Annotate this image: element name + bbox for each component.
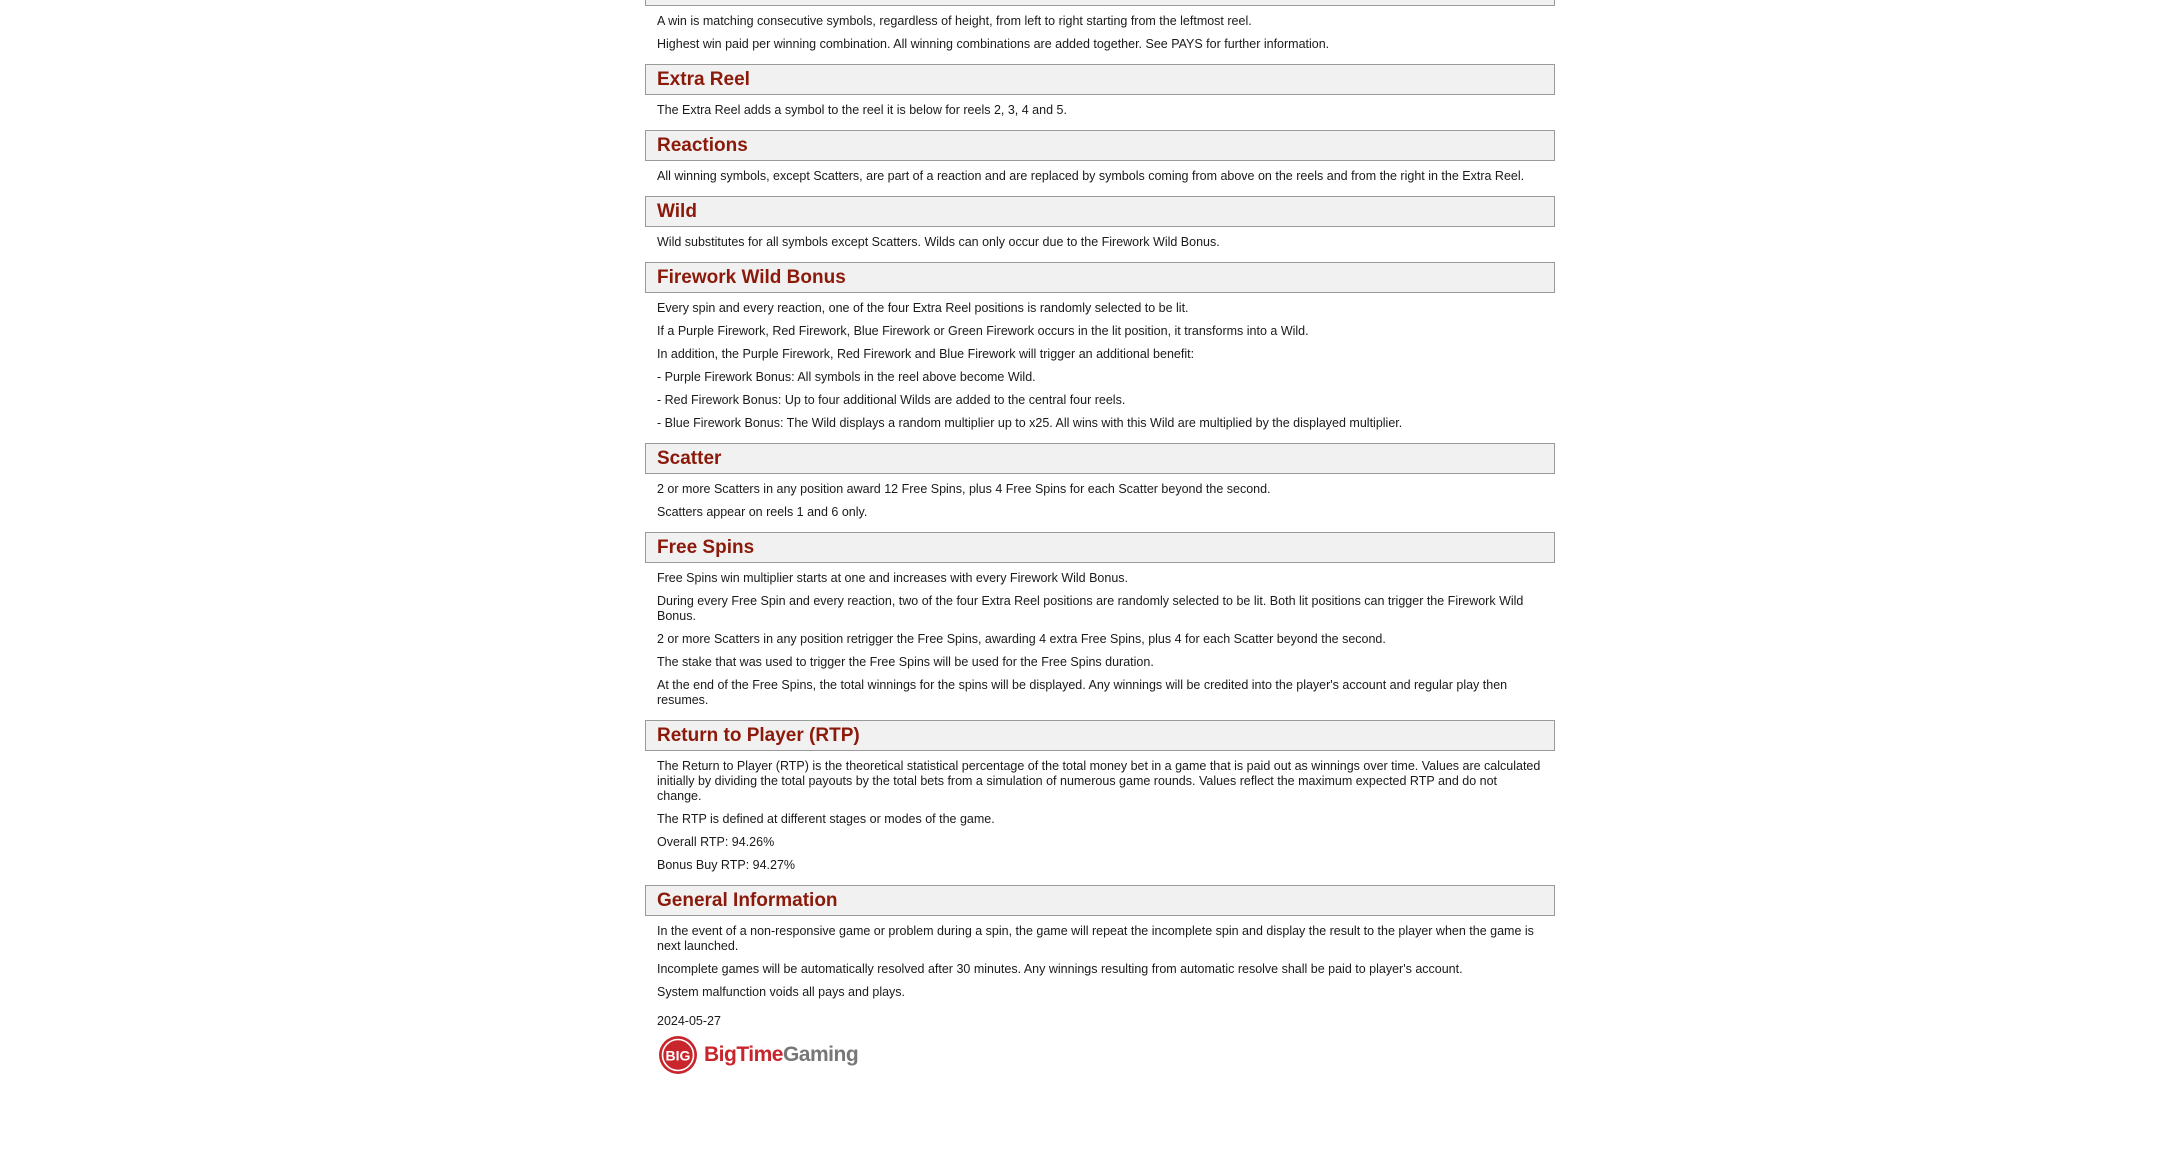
logo-text-red: BigTime — [704, 1043, 783, 1066]
big-badge-icon — [657, 1034, 699, 1076]
section-title: Scatter — [657, 448, 722, 469]
section-title: Extra Reel — [657, 69, 750, 90]
big-time-gaming-logo — [657, 1034, 1543, 1076]
section-paragraph: - Purple Firework Bonus: All symbols in the reel above become Wild. — [657, 370, 1036, 384]
section-paragraph: In addition, the Purple Firework, Red Firework and Blue Firework will trigger an additional benefit: — [657, 347, 1195, 361]
section-title: Reactions — [657, 135, 748, 156]
section-header-rtp — [645, 720, 1555, 751]
intro-paragraph: Highest win paid per winning combination. All winning combinations are added together. See PAYS for further information. — [657, 37, 1330, 51]
section-header-firework-wild-bonus — [645, 262, 1555, 293]
section-body-scatter — [645, 474, 1555, 520]
section-header-free-spins — [645, 532, 1555, 563]
section-title: General Information — [657, 890, 838, 911]
section-body-firework-wild-bonus — [645, 293, 1555, 431]
section-paragraph: System malfunction voids all pays and plays. — [657, 985, 906, 999]
section-paragraph: - Red Firework Bonus: Up to four additional Wilds are added to the central four reels. — [657, 393, 1126, 407]
version-date: 2024-05-27 — [657, 1014, 721, 1028]
section-body-general-information — [645, 916, 1555, 1000]
section-paragraph: The RTP is defined at different stages or modes of the game. — [657, 812, 995, 826]
intro-body — [645, 6, 1555, 52]
rules-document — [645, 0, 1555, 1076]
section-paragraph: Incomplete games will be automatically resolved after 30 minutes. Any winnings resulting from automatic resolve shall be paid to player's account. — [657, 962, 1463, 976]
section-paragraph: The Return to Player (RTP) is the theoretical statistical percentage of the total money bet in a game that is paid out as winnings over time. Values are calculated initially by dividing the total payouts by the total bets from a simulation of numerous game rounds. Values reflect the maximum expected RTP and do not change. — [657, 759, 1541, 803]
intro-paragraph: A win is matching consecutive symbols, regardless of height, from left to right starting from the leftmost reel. — [657, 14, 1252, 28]
section-paragraph: The stake that was used to trigger the Free Spins will be used for the Free Spins duration. — [657, 655, 1154, 669]
section-title: Wild — [657, 201, 697, 222]
svg-text:BIG: BIG — [665, 1047, 691, 1064]
section-title: Firework Wild Bonus — [657, 267, 846, 288]
section-body-extra-reel — [645, 95, 1555, 118]
section-body-reactions — [645, 161, 1555, 184]
section-paragraph: - Blue Firework Bonus: The Wild displays a random multiplier up to x25. All wins with this Wild are multiplied by the displayed multiplier. — [657, 416, 1403, 430]
section-paragraph: All winning symbols, except Scatters, are part of a reaction and are replaced by symbols coming from above on the reels and from the right in the Extra Reel. — [657, 169, 1525, 183]
section-header-general-information — [645, 885, 1555, 916]
section-body-rtp — [645, 751, 1555, 873]
section-header-scatter — [645, 443, 1555, 474]
bonus-buy-rtp-value: Bonus Buy RTP: 94.27% — [657, 858, 796, 872]
section-paragraph: Scatters appear on reels 1 and 6 only. — [657, 505, 868, 519]
overall-rtp-value: Overall RTP: 94.26% — [657, 835, 775, 849]
section-paragraph: 2 or more Scatters in any position award 12 Free Spins, plus 4 Free Spins for each Scatter beyond the second. — [657, 482, 1271, 496]
section-header-reactions — [645, 130, 1555, 161]
section-title: Free Spins — [657, 537, 755, 558]
section-body-wild — [645, 227, 1555, 250]
section-header-extra-reel — [645, 64, 1555, 95]
logo-text-gray: Gaming — [782, 1043, 859, 1066]
logo-wordmark — [704, 1043, 858, 1067]
section-paragraph: During every Free Spin and every reaction, two of the four Extra Reel positions are randomly selected to be lit. Both lit positions can trigger the Firework Wild Bonus. — [657, 594, 1524, 623]
section-paragraph: The Extra Reel adds a symbol to the reel it is below for reels 2, 3, 4 and 5. — [657, 103, 1067, 117]
section-paragraph: Wild substitutes for all symbols except Scatters. Wilds can only occur due to the Firework Wild Bonus. — [657, 235, 1220, 249]
section-paragraph: At the end of the Free Spins, the total winnings for the spins will be displayed. Any winnings will be credited into the player's account and regular play then resumes. — [657, 678, 1508, 707]
section-paragraph: Every spin and every reaction, one of the four Extra Reel positions is randomly selected to be lit. — [657, 301, 1189, 315]
footer — [645, 1008, 1555, 1076]
section-paragraph: If a Purple Firework, Red Firework, Blue Firework or Green Firework occurs in the lit position, it transforms into a Wild. — [657, 324, 1309, 338]
section-title: Return to Player (RTP) — [657, 725, 860, 746]
section-header-wild — [645, 196, 1555, 227]
section-paragraph: In the event of a non-responsive game or problem during a spin, the game will repeat the incomplete spin and display the result to the player when the game is next launched. — [657, 924, 1534, 953]
section-paragraph: Free Spins win multiplier starts at one and increases with every Firework Wild Bonus. — [657, 571, 1129, 585]
section-paragraph: 2 or more Scatters in any position retrigger the Free Spins, awarding 4 extra Free Spins, plus 4 for each Scatter beyond the second. — [657, 632, 1386, 646]
section-body-free-spins — [645, 563, 1555, 708]
